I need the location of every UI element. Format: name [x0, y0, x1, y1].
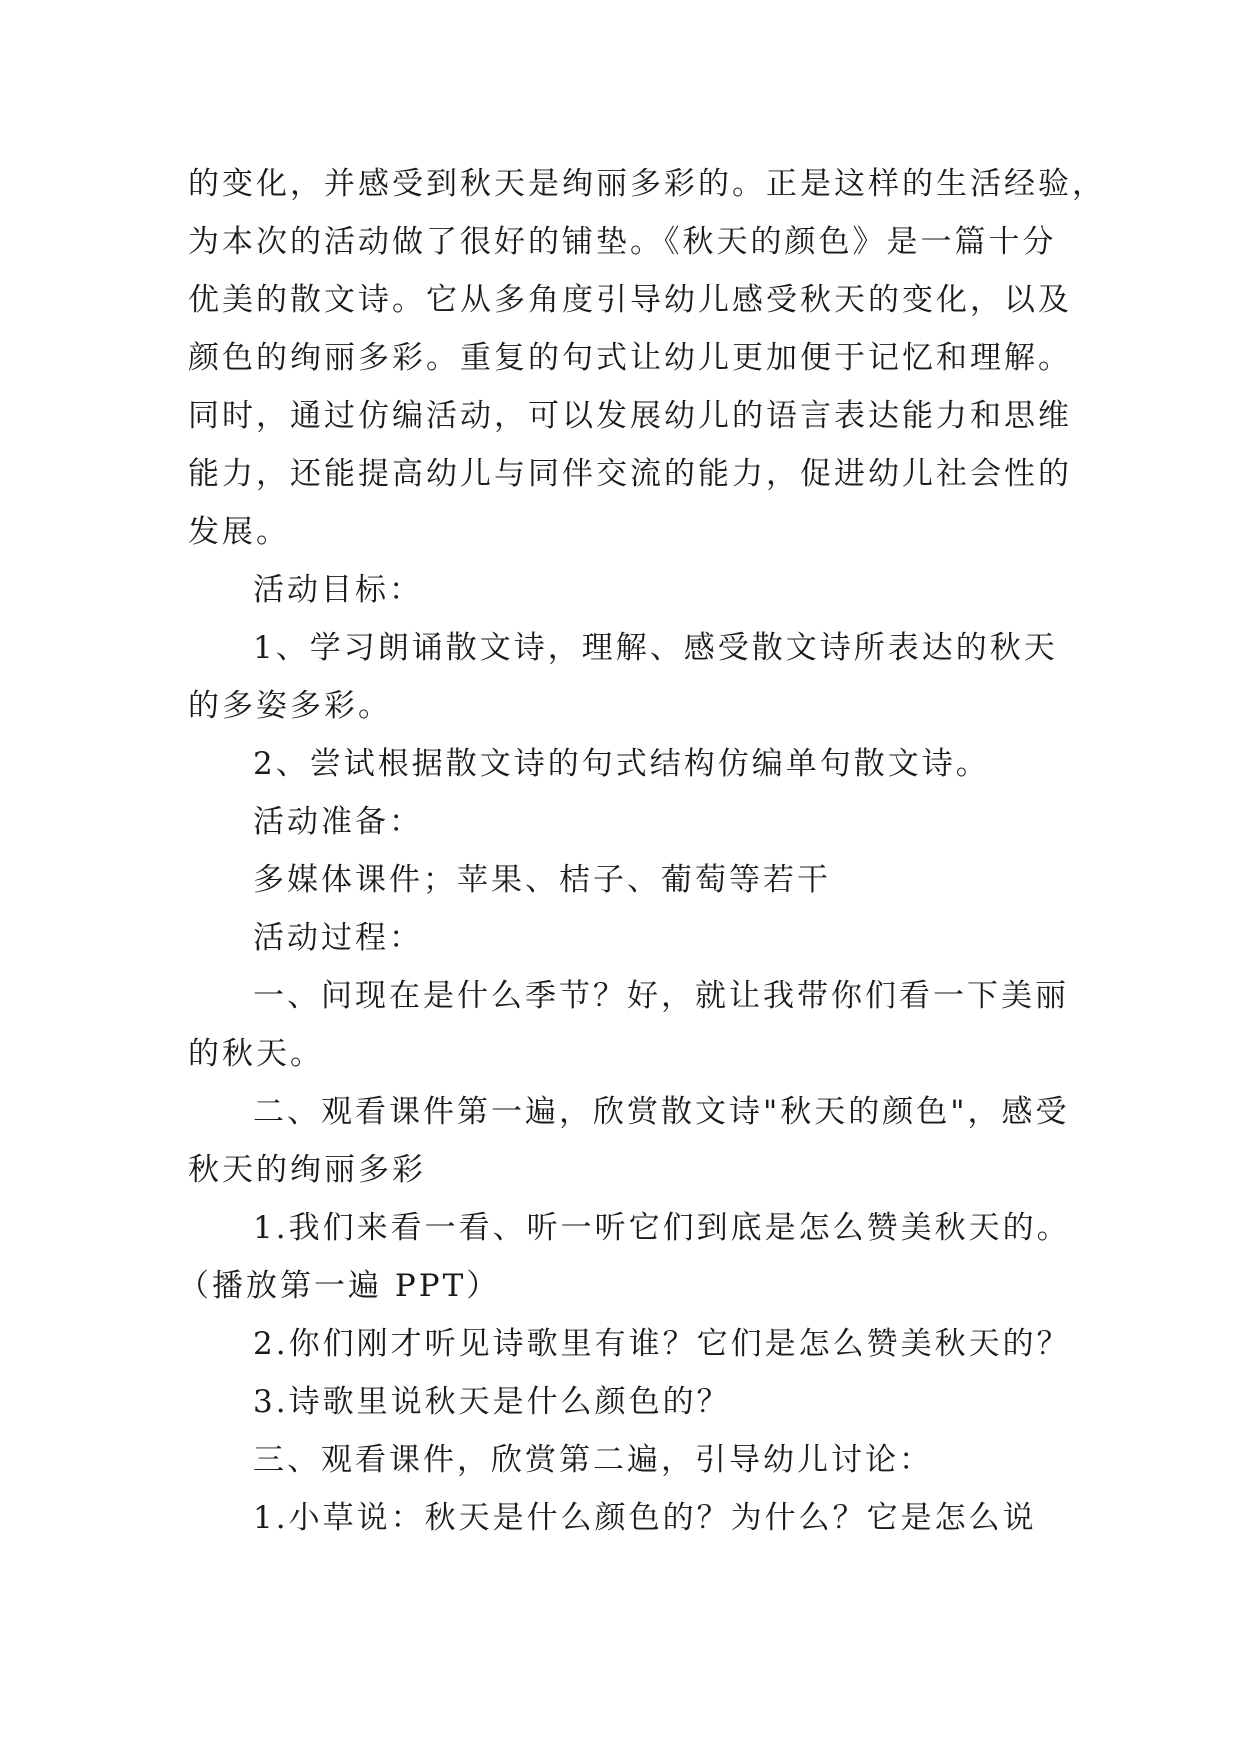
preparation-item: 多媒体课件；苹果、桔子、葡萄等若干: [253, 862, 831, 898]
sub-step-2-2: 2.你们刚才听见诗歌里有谁？它们是怎么赞美秋天的？: [253, 1326, 1071, 1362]
sub-step-3-1: 1.小草说：秋天是什么颜色的？为什么？它是怎么说: [253, 1500, 1037, 1536]
paragraph-line: 的秋天。: [188, 1036, 324, 1072]
document-body: [178, 155, 1106, 1547]
process-step-2: 二、观看课件第一遍，欣赏散文诗"秋天的颜色"，感受: [253, 1094, 1070, 1130]
section-heading-preparation: 活动准备：: [253, 804, 423, 840]
paragraph-line: 的多姿多彩。: [188, 688, 392, 724]
process-step-3: 三、观看课件，欣赏第二遍，引导幼儿讨论：: [253, 1442, 933, 1478]
goal-item-1: 1、学习朗诵散文诗，理解、感受散文诗所表达的秋天: [253, 630, 1058, 666]
sub-step-2-1: 1.我们来看一看、听一听它们到底是怎么赞美秋天的。: [253, 1210, 1071, 1246]
section-heading-goals: 活动目标：: [253, 572, 423, 608]
paragraph-line: 发展。: [188, 514, 290, 550]
paragraph-line: 能力，还能提高幼儿与同伴交流的能力，促进幼儿社会性的: [188, 456, 1072, 492]
goal-item-2: 2、尝试根据散文诗的句式结构仿编单句散文诗。: [253, 746, 990, 782]
paragraph-line: 优美的散文诗。它从多角度引导幼儿感受秋天的变化，以及: [188, 282, 1072, 318]
process-step-1: 一、问现在是什么季节？好，就让我带你们看一下美丽: [253, 978, 1069, 1014]
paragraph-line: （播放第一遍 PPT）: [178, 1268, 501, 1304]
paragraph-line: 同时，通过仿编活动，可以发展幼儿的语言表达能力和思维: [188, 398, 1072, 434]
paragraph-line: 颜色的绚丽多彩。重复的句式让幼儿更加便于记忆和理解。: [188, 340, 1072, 376]
sub-step-2-3: 3.诗歌里说秋天是什么颜色的？: [253, 1384, 731, 1420]
paragraph-line: 的变化，并感受到秋天是绚丽多彩的。正是这样的生活经验，: [188, 166, 1106, 202]
paragraph-line: 秋天的绚丽多彩: [188, 1152, 426, 1188]
paragraph-line: 为本次的活动做了很好的铺垫。《秋天的颜色》是一篇十分: [188, 224, 1057, 260]
section-heading-process: 活动过程：: [253, 920, 423, 956]
